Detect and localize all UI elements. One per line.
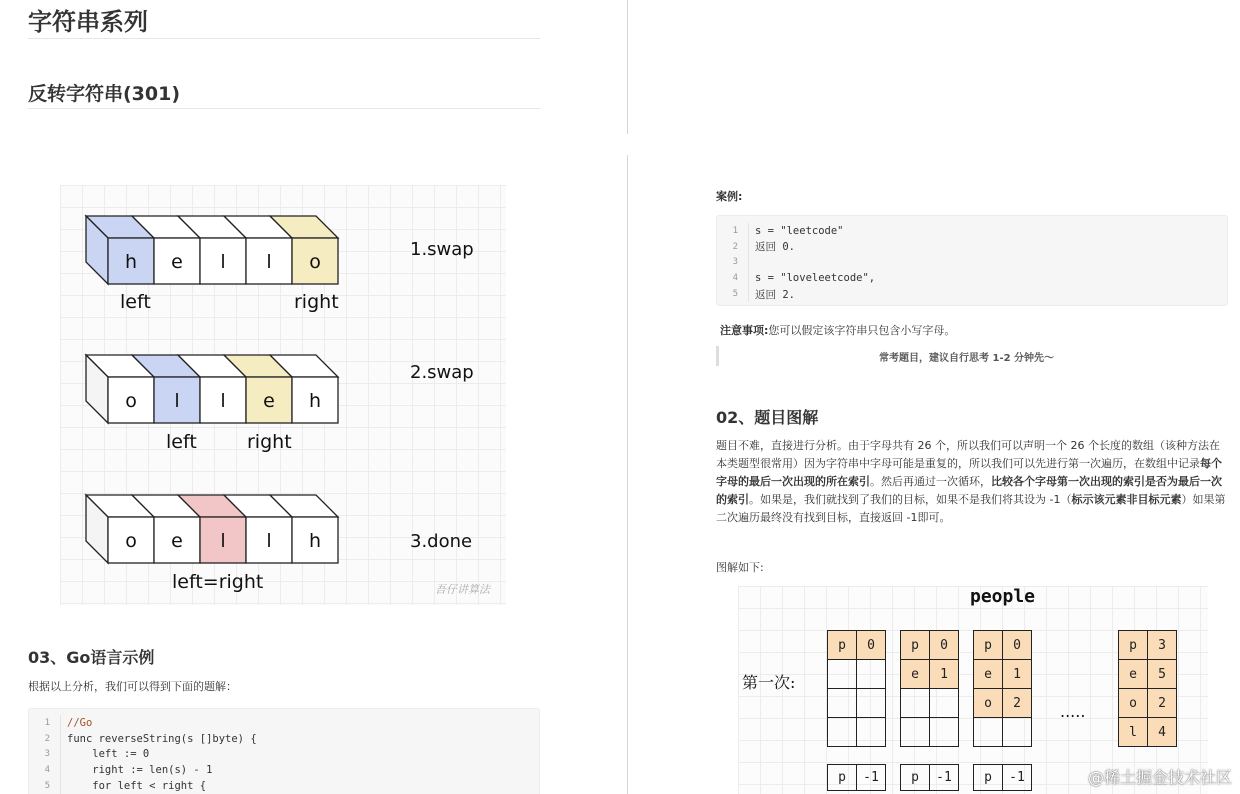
code-line [717,270,1227,286]
code-line [717,286,1227,302]
index-cell [1003,718,1032,747]
example-code-lines [717,223,1227,302]
code-line [717,255,1227,271]
line-number: 1 [29,715,61,731]
site-watermark: @稀土掘金技术社区 [1087,768,1232,787]
index-cell: 0 [1003,631,1032,660]
index-cell: l [1119,718,1148,747]
code-line [717,239,1227,255]
pointer-label: left=right [172,571,264,593]
index-cell: 1 [1003,660,1032,689]
line-number: 4 [29,762,61,778]
diagram-watermark: 吾仔讲算法 [435,583,490,596]
index-cell: 4 [1148,718,1177,747]
index-table [973,630,1032,747]
code-text: 返回 2. [755,288,795,301]
index-cell: e [974,660,1003,689]
second-pass-table [827,764,886,791]
index-cell: 2 [1148,689,1177,718]
code-text: right := len(s) - 1 [67,764,213,777]
analysis-text-4: ）如果第二次遍历最终没有找到目标，直接返回 -1即可。 [716,493,1226,524]
step-label: 1.swap [410,239,474,260]
first-pass-label: 第一次: [742,673,796,692]
box-row [86,495,338,563]
swap-diagram [60,185,506,605]
box-letter: e [263,390,275,412]
index-cell [930,718,959,747]
index-cell: 0 [930,631,959,660]
line-number: 2 [29,731,61,747]
code-line [717,223,1227,239]
line-number: 2 [717,239,749,255]
index-cell: e [901,660,930,689]
index-cell: e [1119,660,1148,689]
code-line [29,778,539,794]
page-title: 字符串系列 [28,8,148,36]
index-diagram [738,586,1208,794]
diagram-word: people [970,586,1036,607]
pointer-label: left [120,291,151,313]
pointer-label: left [166,431,197,453]
index-cell: p [901,765,930,791]
code-text: //Go [67,716,93,729]
box-letter: h [308,390,322,412]
step-label: 3.done [410,531,473,552]
second-pass-table [973,764,1032,791]
index-cell [974,718,1003,747]
index-cell [857,718,886,747]
code-line [29,731,539,747]
index-cell: 1 [930,660,959,689]
line-number: 5 [717,286,749,302]
box-row [86,216,338,284]
line-number: 1 [717,223,749,239]
line-number: 3 [29,747,61,763]
index-cell: 5 [1148,660,1177,689]
index-cell [857,660,886,689]
analysis-bold-1: 每个字母的最后一次出现的所在索引 [716,457,1222,488]
index-cell [828,660,857,689]
line-number: 5 [29,778,61,794]
second-pass-table [900,764,959,791]
box-letter: l [220,530,226,552]
go-code-lines [29,715,539,794]
index-cell: -1 [930,765,959,791]
go-section-heading: 03、Go语言示例 [28,648,155,667]
index-cell: p [1119,631,1148,660]
analysis-bold-2: 比较各个字母第一次出现的索引是否为最后一次的索引 [716,475,1222,506]
page-divider-top [627,0,628,134]
code-text: s = "loveleetcode", [755,272,876,285]
analysis-text-2: 。然后再通过一次循环， [870,475,991,488]
index-cell: p [974,765,1003,791]
index-cell [828,718,857,747]
code-text: left := 0 [67,748,150,761]
analysis-text-3: 。如果是，我们就找到了我们的目标，如果不是我们将其设为 -1（ [749,493,1072,506]
example-label: 案例: [716,190,743,203]
line-number: 3 [717,255,749,271]
note-text: 您可以假定该字符串只包含小写字母。 [768,324,956,337]
index-table [827,630,886,747]
index-cell: p [901,631,930,660]
index-table [1118,630,1177,747]
note-label: 注意事项: [720,324,769,337]
code-line [29,762,539,778]
code-text: func reverseString(s []byte) { [67,732,257,745]
ellipsis: ..... [1060,702,1086,721]
pointer-label: right [247,431,292,453]
line-number: 4 [717,270,749,286]
index-cell [828,689,857,718]
analysis-text-1: 题目不难，直接进行分析。由于字母共有 26 个，所以我们可以声明一个 26 个长度的数组（该种方法在本类题型很常用）因为字符串中字母可能是重复的，所以我们可以先进行第一次遍历，在数组中记录 [716,439,1220,470]
box-letter: l [266,530,272,552]
go-code-block [28,708,540,794]
index-cell: p [974,631,1003,660]
page-divider-bottom [627,155,628,794]
box-letter: e [171,530,183,552]
index-cell [901,689,930,718]
index-cell: 3 [1148,631,1177,660]
code-line [29,747,539,763]
figure-intro: 图解如下: [716,561,764,574]
box-letter: h [124,251,138,273]
box-letter: o [125,530,137,552]
index-cell [930,689,959,718]
title-rule [28,38,540,39]
step-label: 2.swap [410,362,474,383]
subtitle-rule [28,108,540,109]
box-letter: l [220,390,226,412]
box-letter: h [308,530,322,552]
index-cell: o [1119,689,1148,718]
box-letter: e [171,251,183,273]
note [720,322,955,338]
index-cell: 0 [857,631,886,660]
code-text: for left < right { [67,780,207,793]
problem-title: 反转字符串(301) [28,83,181,105]
index-cell: -1 [857,765,886,791]
index-cell [901,718,930,747]
box-row [86,355,338,423]
index-cell: -1 [1003,765,1032,791]
code-line [29,715,539,731]
code-text: s = "leetcode" [755,224,844,237]
box-letter: o [125,390,137,412]
code-text: 返回 0. [755,241,795,254]
pointer-label: right [294,291,339,313]
index-cell: p [828,765,857,791]
analysis-paragraph [716,437,1226,527]
index-cell: p [828,631,857,660]
box-letter: o [309,251,321,273]
box-letter: l [220,251,226,273]
index-cell: o [974,689,1003,718]
box-letter: l [174,390,180,412]
analysis-bold-3: 标示该元素非目标元素 [1071,493,1182,506]
index-cell: 2 [1003,689,1032,718]
go-section-intro: 根据以上分析，我们可以得到下面的题解： [28,680,237,693]
index-cell [857,689,886,718]
index-table [900,630,959,747]
quote-text: 常考题目，建议自行思考 1-2 分钟先～ [879,353,1055,364]
quote-block [716,346,1228,366]
diagram-section-heading: 02、题目图解 [716,408,819,427]
example-code-block [716,215,1228,306]
box-letter: l [266,251,272,273]
